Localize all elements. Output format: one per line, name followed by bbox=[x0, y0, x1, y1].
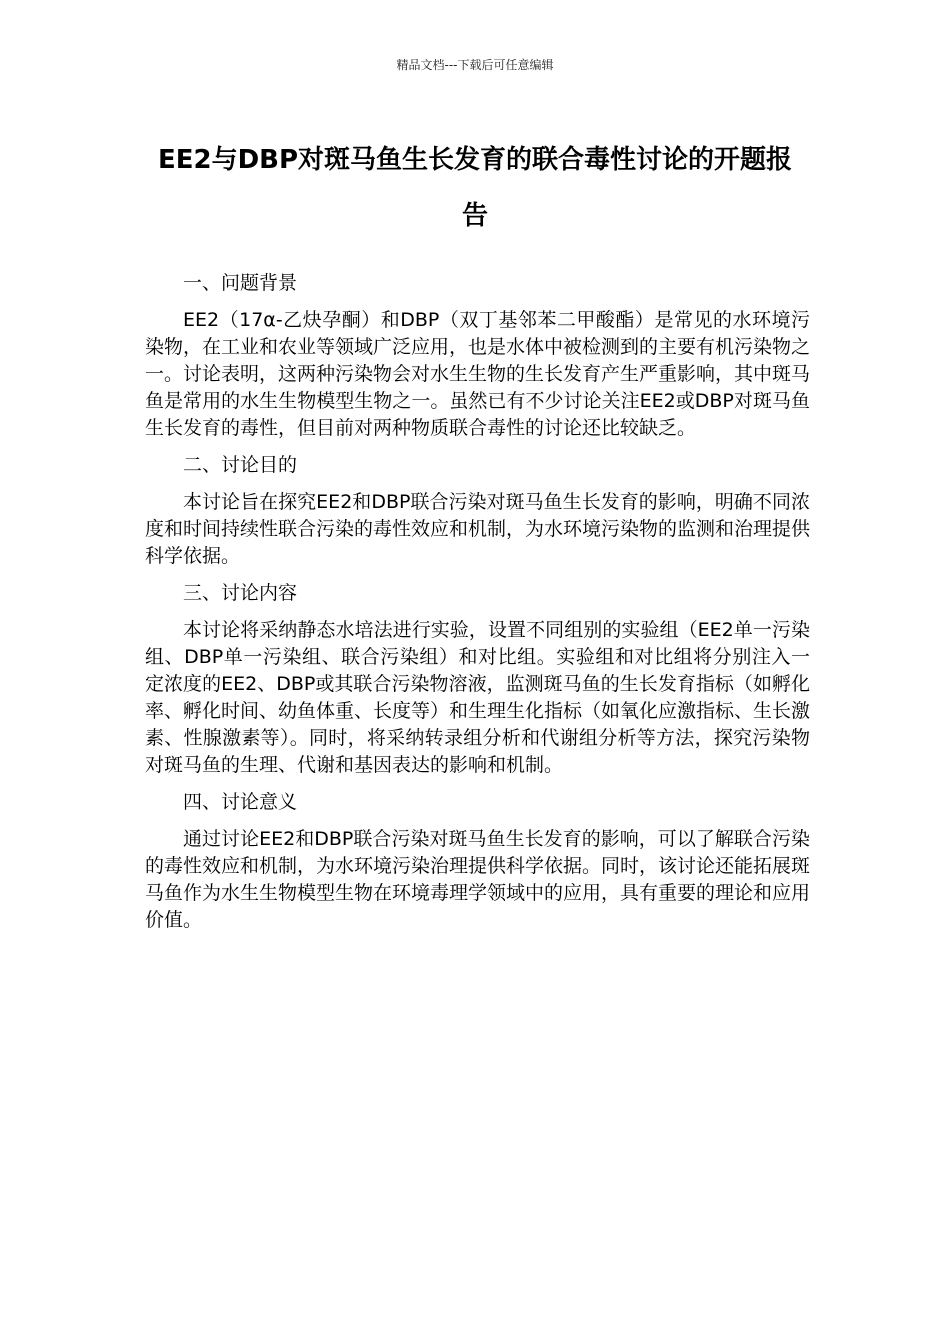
section-heading-background: 一、问题背景 bbox=[183, 272, 298, 294]
section-body-purpose: 本讨论旨在探究EE2和DBP联合污染对斑马鱼生长发育的影响，明确不同浓度和时间持续性联合污染的毒性效应和机制，为水环境污染物的监测和治理提供科学依据。 bbox=[145, 491, 811, 567]
section-heading-significance: 四、讨论意义 bbox=[183, 791, 298, 813]
section-heading-content: 三、讨论内容 bbox=[183, 582, 298, 604]
section-heading-purpose: 二、讨论目的 bbox=[183, 454, 298, 476]
document-title: EE2与DBP对斑马鱼生长发育的联合毒性讨论的开题报告 bbox=[157, 145, 793, 231]
document-body bbox=[145, 270, 810, 944]
section-body-background: EE2（17α-乙炔孕酮）和DBP（双丁基邻苯二甲酸酯）是常见的水环境污染物，在工业和农业等领域广泛应用，也是水体中被检测到的主要有机污染物之一。讨论表明，这两种污染物会对水生生物的生长发育产生严重影响，其中斑马鱼是常用的水生生物模型生物之一。虽然已有不少讨论关注EE2或DBP对斑马鱼生长发育的毒性，但目前对两种物质联合毒性的讨论还比较缺乏。 bbox=[145, 309, 811, 439]
section-body-content: 本讨论将采纳静态水培法进行实验，设置不同组别的实验组（EE2单一污染组、DBP单一污染组、联合污染组）和对比组。实验组和对比组将分别注入一定浓度的EE2、DBP或其联合污染物溶液，监测斑马鱼的生长发育指标（如孵化率、孵化时间、幼鱼体重、长度等）和生理生化指标（如氧化应激指标、生长激素、性腺激素等）。同时，将采纳转录组分析和代谢组分析等方法，探究污染物对斑马鱼的生理、代谢和基因表达的影响和机制。 bbox=[145, 619, 811, 776]
section-body-significance: 通过讨论EE2和DBP联合污染对斑马鱼生长发育的影响，可以了解联合污染的毒性效应和机制，为水环境污染治理提供科学依据。同时，该讨论还能拓展斑马鱼作为水生生物模型生物在环境毒理学领域中的应用，具有重要的理论和应用价值。 bbox=[145, 828, 811, 931]
page-header-note: 精品文档---下载后可任意编辑 bbox=[396, 58, 554, 72]
